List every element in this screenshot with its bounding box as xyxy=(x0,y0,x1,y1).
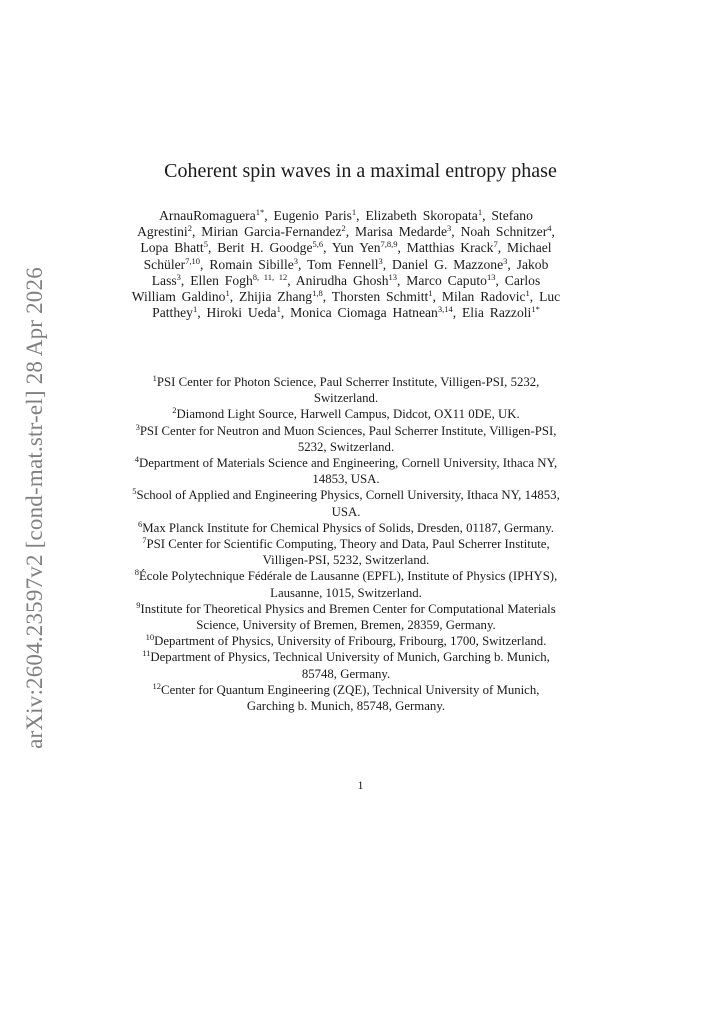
author-affiliation-marker: 3 xyxy=(378,255,383,266)
page-number: 1 xyxy=(357,778,364,792)
affiliation-text: Department of Materials Science and Engineering, Cornell University, Ithaca NY, 14853, USA. xyxy=(138,456,558,487)
author-name xyxy=(365,208,482,223)
author-affiliation-marker: 3 xyxy=(447,223,452,234)
affiliation-number: 10 xyxy=(145,632,155,643)
author-name-text: Milan Radovic xyxy=(441,289,526,305)
affiliation-item xyxy=(130,633,562,649)
affiliation-number: 2 xyxy=(172,405,177,416)
author-name-text: Luc Patthey xyxy=(152,289,561,321)
affiliation-text: École Polytechnique Fédérale de Lausanne (EPFL), Institute of Physics (IPHYS), Lausanne, 1015, Switzerland. xyxy=(138,569,558,600)
author-affiliation-marker: 1* xyxy=(255,207,265,217)
author-name xyxy=(461,224,552,239)
affiliation-number: 7 xyxy=(142,535,147,546)
author-affiliation-marker: 1,8 xyxy=(312,288,323,299)
author-name-text: Carlos William Galdino xyxy=(131,272,541,305)
affiliation-number: 3 xyxy=(135,421,140,432)
author-affiliation-marker: 2 xyxy=(341,223,346,234)
author-name xyxy=(442,289,530,304)
arxiv-identifier-stamp xyxy=(21,253,49,763)
author-name xyxy=(290,305,453,320)
affiliation-item xyxy=(130,423,562,455)
author-affiliation-marker: 3 xyxy=(176,271,181,282)
affiliation-text: Department of Physics, Technical University of Munich, Garching b. Munich, 85748, Germany. xyxy=(150,650,550,681)
affiliation-text: PSI Center for Scientific Computing, Theory and Data, Paul Scherrer Institute, Villigen-PSI, 5232, Switzerland. xyxy=(146,537,550,568)
affiliation-number: 12 xyxy=(152,680,162,691)
author-name-text: Marco Caputo xyxy=(406,272,487,288)
author-name-text: Michael Schüler xyxy=(143,240,552,272)
author-affiliation-marker: 1 xyxy=(276,304,281,315)
author-name xyxy=(355,224,451,239)
author-name-text: Noah Schnitzer xyxy=(460,224,548,240)
affiliation-item xyxy=(130,520,562,536)
author-name xyxy=(159,208,264,223)
author-affiliation-marker: 7,10 xyxy=(185,255,201,266)
author-affiliation-marker: 7 xyxy=(493,239,498,250)
affiliation-item xyxy=(130,568,562,600)
author-name-text: Berit H. Goodge xyxy=(217,240,313,256)
author-affiliation-marker: 1 xyxy=(351,207,357,217)
affiliation-item xyxy=(130,455,562,487)
author-affiliation-marker: 1 xyxy=(525,288,530,299)
affiliation-text: Department of Physics, University of Fribourg, Fribourg, 1700, Switzerland. xyxy=(154,634,547,649)
affiliation-list xyxy=(130,374,562,714)
author-affiliation-marker: 1 xyxy=(225,288,230,299)
author-name xyxy=(209,257,298,272)
affiliation-text: PSI Center for Photon Science, Paul Scherrer Institute, Villigen-PSI, 5232, Switzerland. xyxy=(156,375,540,406)
author-affiliation-marker: 1 xyxy=(192,304,198,315)
author-name-text: Stefano Agrestini xyxy=(137,208,533,240)
author-name xyxy=(407,240,498,255)
author-name-text: Monica Ciomaga Hatnean xyxy=(290,305,438,321)
author-name-text: ArnauRomaguera xyxy=(159,208,256,223)
author-list: ArnauRomaguera$^{1*}$, Eugenio Paris$^1$, Elizabeth Skoropata$^1$, Stefano Agrestini$^2$, Mirian Garcia-Fernandez$^2$, Marisa Medarde$^3$, Noah Schnitzer$^4$, Lopa Bhatt$^5$, Berit H. Goodge$^{5,6}$, Yun Yen$^{7,8,9}$, Matthias Krack$^7$, Michael Schüler$^{7,10}$, Romain Sibille$^3$, Tom Fennell$^3$, Daniel G. Mazzone$^3$, Jakob Lass$^3$, Ellen Fogh$^{8, 11, 12}$, Anirudha Ghosh$^{13}$, Marco Caputo$^{13}$, Carlos William Galdino$^1$, Zhijia Zhang$^{1,8}$, Thorsten Schmitt$^1$, Milan Radovic$^1$, Luc Patthey$^1$, Hiroki Ueda$^1$, Monica Ciomaga Hatnean$^{3,14}$, Elia Razzoli$^{1*}$ xyxy=(131,207,561,321)
affiliation-text: PSI Center for Neutron and Muon Sciences, Paul Scherrer Institute, Villigen-PSI, 5232, Switzerland. xyxy=(139,423,557,454)
author-name-text: Mirian Garcia-Fernandez xyxy=(201,224,342,240)
author-name xyxy=(190,273,287,288)
affiliation-number: 5 xyxy=(132,486,137,497)
affiliation-number: 6 xyxy=(138,518,143,529)
author-name xyxy=(207,305,281,320)
affiliation-number: 4 xyxy=(134,454,139,465)
affiliation-number: 11 xyxy=(142,648,151,659)
author-name-text: Jakob Lass xyxy=(151,256,549,288)
author-affiliation-marker: 5,6 xyxy=(312,239,324,250)
author-affiliation-marker: 2 xyxy=(187,223,192,234)
author-name-text: Thorsten Schmitt xyxy=(331,289,429,305)
author-name xyxy=(274,208,357,223)
author-name-text: Anirudha Ghosh xyxy=(295,272,389,288)
affiliation-number: 8 xyxy=(134,567,139,578)
author-name xyxy=(307,257,383,272)
author-affiliation-marker: 4 xyxy=(547,223,552,234)
affiliation-number: 1 xyxy=(152,373,157,383)
paper-title: Coherent spin waves in a maximal entropy phase xyxy=(164,160,557,182)
affiliation-item xyxy=(130,536,562,568)
affiliation-text: Institute for Theoretical Physics and Bremen Center for Computational Materials Science, University of Bremen, Bremen, 28359, Germany. xyxy=(140,601,556,633)
author-name xyxy=(392,257,507,272)
affiliation-item xyxy=(130,601,562,633)
author-affiliation-marker: 8, 11, 12 xyxy=(252,271,288,282)
author-affiliation-marker: 13 xyxy=(388,271,397,282)
author-name xyxy=(332,289,433,304)
author-name-text: Ellen Fogh xyxy=(190,272,253,288)
author-name xyxy=(217,240,323,255)
arxiv-stamp-text: arXiv:2604.23597v2 [cond-mat.str-el] 28 Apr 2026 xyxy=(22,267,47,749)
author-name-text: Hiroki Ueda xyxy=(206,305,277,321)
author-name-text: Eugenio Paris xyxy=(273,208,352,223)
author-name-text: Zhijia Zhang xyxy=(239,289,313,305)
author-name-text: Matthias Krack xyxy=(406,240,494,256)
author-name-text: Daniel G. Mazzone xyxy=(392,256,504,272)
affiliation-text: Max Planck Institute for Chemical Physics of Solids, Dresden, 01187, Germany. xyxy=(142,520,554,535)
author-affiliation-marker: 1 xyxy=(477,207,483,217)
author-name xyxy=(332,240,398,255)
affiliation-text: Diamond Light Source, Harwell Campus, Didcot, OX11 0DE, UK. xyxy=(176,407,520,422)
author-name xyxy=(140,240,208,255)
author-affiliation-marker: 3 xyxy=(503,255,508,266)
author-name xyxy=(239,289,323,304)
author-affiliation-marker: 7,8,9 xyxy=(380,239,398,250)
author-affiliation-marker: 1* xyxy=(531,304,540,315)
author-name xyxy=(462,305,540,320)
author-affiliation-marker: 3 xyxy=(293,255,299,266)
affiliation-item xyxy=(130,406,562,422)
author-name xyxy=(406,273,495,288)
affiliation-text: School of Applied and Engineering Physics, Cornell University, Ithaca NY, 14853, USA. xyxy=(136,488,560,519)
affiliation-number: 9 xyxy=(136,599,141,610)
author-name-text: Elia Razzoli xyxy=(462,305,532,321)
author-name xyxy=(201,224,346,239)
author-name-text: Lopa Bhatt xyxy=(140,240,204,256)
author-name-text: Romain Sibille xyxy=(209,256,294,272)
author-name-text: Yun Yen xyxy=(331,240,381,256)
author-name-text: Elizabeth Skoropata xyxy=(365,208,478,223)
author-name-text: Tom Fennell xyxy=(307,256,379,272)
author-affiliation-marker: 13 xyxy=(486,271,496,282)
author-name xyxy=(296,273,397,288)
affiliation-item xyxy=(130,682,562,714)
author-affiliation-marker: 3,14 xyxy=(437,304,453,315)
author-name-text: Marisa Medarde xyxy=(355,224,448,240)
affiliation-item xyxy=(130,374,562,406)
author-affiliation-marker: 1 xyxy=(428,288,433,299)
affiliation-item xyxy=(130,649,562,681)
author-affiliation-marker: 5 xyxy=(203,239,208,250)
affiliation-text: Center for Quantum Engineering (ZQE), Technical University of Munich, Garching b. Munich, 85748, Germany. xyxy=(161,682,540,714)
affiliation-item xyxy=(130,487,562,519)
